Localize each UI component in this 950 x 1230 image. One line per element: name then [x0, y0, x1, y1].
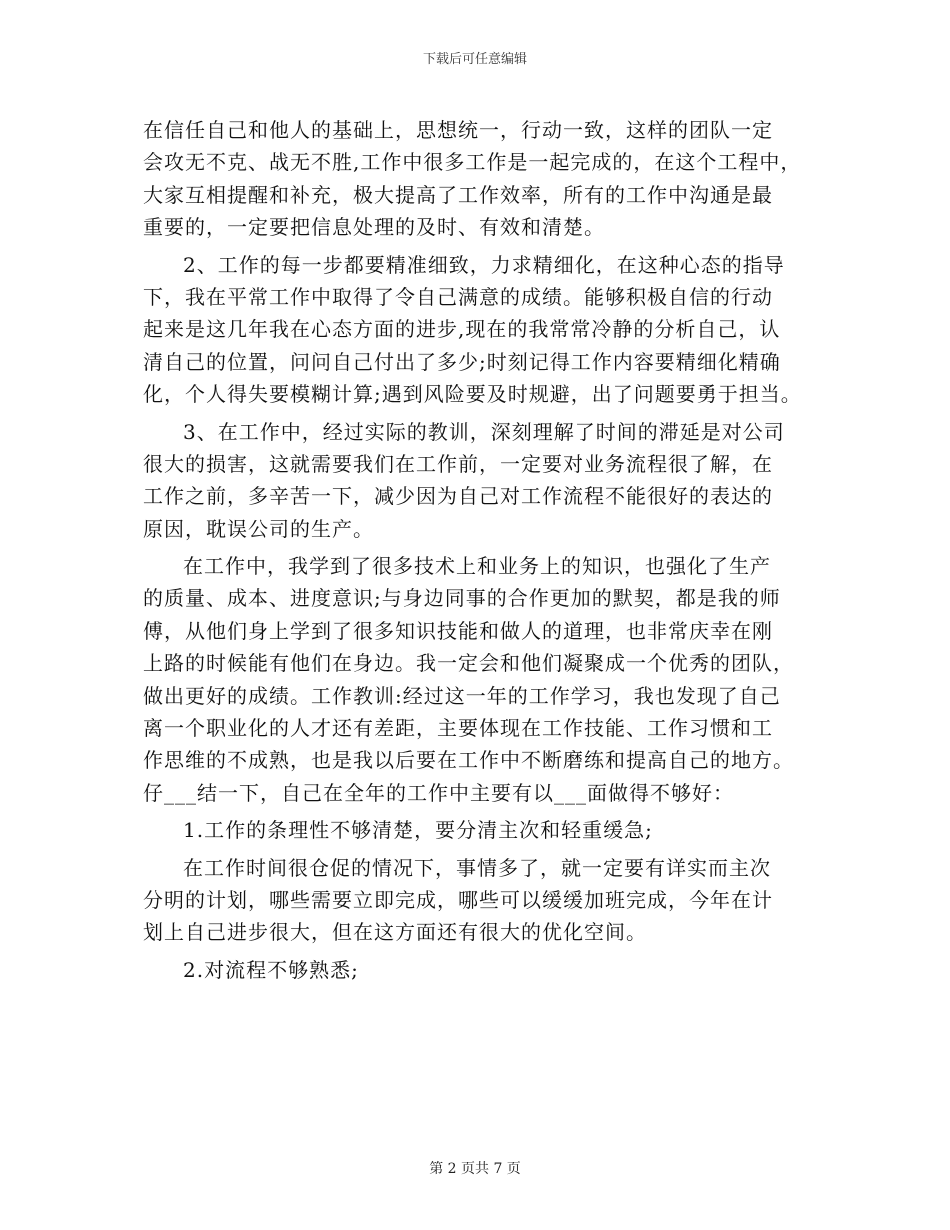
- text-line: 化，个人得失要模糊计算;遇到风险要及时规避，出了问题要勇于担当。: [143, 382, 802, 407]
- text-line: 上路的时候能有他们在身边。我一定会和他们凝聚成一个优秀的团队，: [143, 651, 794, 676]
- text-line: 清自己的位置，问问自己付出了多少;时刻记得工作内容要精细化精确: [143, 349, 781, 374]
- text-line: 1.工作的条理性不够清楚，要分清主次和轻重缓急;: [183, 818, 653, 843]
- text-line: 原因，耽误公司的生产。: [143, 516, 374, 541]
- text-line: 大家互相提醒和补充，极大提高了工作效率，所有的工作中沟通是最: [143, 182, 773, 207]
- text-line: 2、工作的每一步都要精准细致，力求精细化，在这种心态的指导: [183, 252, 785, 277]
- text-line: 离一个职业化的人才还有差距，主要体现在工作技能、工作习惯和工: [143, 716, 773, 741]
- text-line: 重要的，一定要把信息处理的及时、有效和清楚。: [143, 215, 605, 240]
- page-footer: 第 2 页共 7 页: [429, 1161, 521, 1177]
- text-line: 的质量、成本、进度意识;与身边同事的合作更加的默契，都是我的师: [143, 586, 781, 611]
- text-line: 在工作中，我学到了很多技术上和业务上的知识，也强化了生产: [183, 554, 771, 579]
- text-line: 很大的损害，这就需要我们在工作前，一定要对业务流程很了解，在: [143, 451, 773, 476]
- text-line: 2.对流程不够熟悉;: [183, 957, 359, 982]
- text-line: 做出更好的成绩。工作教训:经过这一年的工作学习，我也发现了自己: [143, 683, 781, 708]
- text-line: 傅，从他们身上学到了很多知识技能和做人的道理，也非常庆幸在刚: [143, 618, 773, 643]
- text-line: 在工作时间很仓促的情况下，事情多了，就一定要有详实而主次: [183, 855, 771, 880]
- text-line: 3、在工作中，经过实际的教训，深刻理解了时间的滞延是对公司: [183, 419, 785, 444]
- text-line: 会攻无不克、战无不胜,工作中很多工作是一起完成的，在这个工程中，: [143, 150, 802, 175]
- text-line: 下，我在平常工作中取得了令自己满意的成绩。能够积极自信的行动: [143, 284, 773, 309]
- text-line: 仔___结一下，自己在全年的工作中主要有以___面做得不够好：: [143, 780, 734, 805]
- document-body: [143, 114, 823, 986]
- text-line: 起来是这几年我在心态方面的进步,现在的我常常冷静的分析自己，认: [143, 317, 781, 342]
- text-line: 作思维的不成熟，也是我以后要在工作中不断磨练和提高自己的地方。: [143, 748, 794, 773]
- page-header: 下载后可任意编辑: [422, 52, 527, 67]
- text-line: 划上自己进步很大，但在这方面还有很大的优化空间。: [143, 920, 647, 945]
- text-line: 在信任自己和他人的基础上，思想统一，行动一致，这样的团队一定: [143, 118, 773, 142]
- text-line: 分明的计划，哪些需要立即完成，哪些可以缓缓加班完成，今年在计: [143, 887, 773, 912]
- text-line: 工作之前，多辛苦一下，减少因为自己对工作流程不能很好的表达的: [143, 484, 773, 509]
